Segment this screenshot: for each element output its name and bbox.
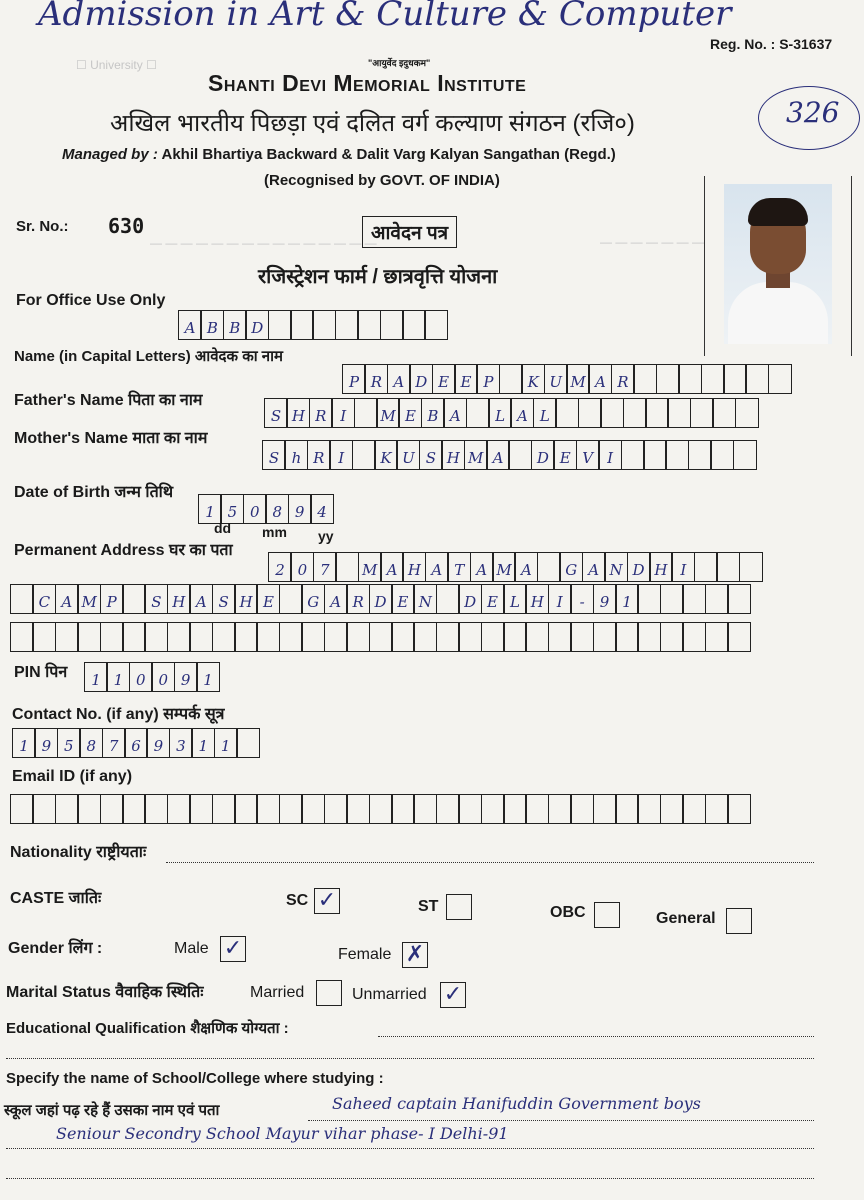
char-box[interactable]: D (369, 584, 393, 614)
char-box[interactable] (508, 440, 532, 470)
char-box[interactable]: M (464, 440, 488, 470)
char-box[interactable]: R (307, 440, 331, 470)
char-box[interactable] (352, 440, 376, 470)
gender-option-male: Male (174, 940, 209, 957)
char-box[interactable] (727, 622, 751, 652)
char-box[interactable]: 0 (243, 494, 267, 524)
char-box[interactable] (633, 364, 657, 394)
char-box[interactable] (710, 440, 734, 470)
applicant-photo (724, 184, 832, 344)
char-box[interactable] (167, 622, 191, 652)
char-box[interactable] (623, 398, 647, 428)
handwritten-title: Admission in Art & Culture & Computer (38, 0, 732, 34)
char-box[interactable]: 9 (593, 584, 617, 614)
char-box[interactable]: 3 (169, 728, 193, 758)
char-box[interactable] (346, 794, 370, 824)
char-box[interactable] (100, 622, 124, 652)
char-box[interactable] (144, 794, 168, 824)
char-box[interactable] (682, 622, 706, 652)
char-box[interactable] (690, 398, 714, 428)
char-box[interactable] (637, 584, 661, 614)
char-box[interactable]: 1 (198, 494, 222, 524)
char-box[interactable] (369, 622, 393, 652)
char-box[interactable]: G (301, 584, 325, 614)
char-box[interactable]: H (167, 584, 191, 614)
marital-option-unmarried: Unmarried (352, 986, 427, 1003)
char-box[interactable] (481, 622, 505, 652)
char-box[interactable]: L (488, 398, 512, 428)
char-box[interactable]: K (374, 440, 398, 470)
char-box[interactable] (678, 364, 702, 394)
char-box[interactable] (645, 398, 669, 428)
char-box[interactable] (615, 622, 639, 652)
char-box[interactable] (578, 398, 602, 428)
char-box[interactable] (525, 622, 549, 652)
char-box[interactable]: C (32, 584, 56, 614)
char-box[interactable] (727, 584, 751, 614)
hindi-institute-name: अखिल भारतीय पिछड़ा एवं दलित वर्ग कल्याण संगठन (रजि०) (110, 110, 635, 137)
char-box[interactable] (369, 794, 393, 824)
gender-option-female: Female (338, 946, 392, 963)
char-box[interactable] (660, 584, 684, 614)
char-box[interactable]: 7 (313, 552, 337, 582)
char-box[interactable] (436, 622, 460, 652)
char-box[interactable]: T (447, 552, 471, 582)
char-box[interactable] (705, 584, 729, 614)
marital-unmarried-checkbox[interactable]: ✓ (440, 982, 466, 1008)
char-box[interactable] (643, 440, 667, 470)
char-box[interactable]: A (380, 552, 404, 582)
char-box[interactable] (665, 440, 689, 470)
char-box[interactable]: E (481, 584, 505, 614)
char-box[interactable]: B (200, 310, 224, 340)
char-box[interactable]: 0 (290, 552, 314, 582)
char-box[interactable]: E (454, 364, 478, 394)
father-name-boxes[interactable] (264, 398, 757, 428)
school-underline-3[interactable] (6, 1178, 814, 1179)
managed-by-line (62, 146, 616, 163)
char-box[interactable]: D (409, 364, 433, 394)
char-box[interactable]: E (391, 584, 415, 614)
sr-number-value: 630 (108, 214, 145, 238)
caste-st-checkbox[interactable] (446, 894, 472, 920)
char-box[interactable] (621, 440, 645, 470)
char-box[interactable] (55, 794, 79, 824)
char-box[interactable] (537, 552, 561, 582)
char-box[interactable]: S (144, 584, 168, 614)
char-box[interactable] (10, 622, 34, 652)
char-box[interactable]: D (627, 552, 651, 582)
char-box[interactable] (525, 794, 549, 824)
char-box[interactable]: A (443, 398, 467, 428)
char-box[interactable] (436, 794, 460, 824)
char-box[interactable] (735, 398, 759, 428)
pin-label: PIN पिन (14, 664, 68, 681)
char-box[interactable] (600, 398, 624, 428)
char-box[interactable] (701, 364, 725, 394)
managed-by-text: Akhil Bhartiya Backward & Dalit Varg Kalyan Sangathan (Regd.) (161, 146, 616, 163)
mother-name-label: Mother's Name माता का नाम (14, 430, 208, 447)
marital-option-married: Married (250, 984, 305, 1001)
office-use-label: For Office Use Only (16, 292, 166, 309)
char-box[interactable] (548, 622, 572, 652)
char-box[interactable]: 9 (288, 494, 312, 524)
char-box[interactable] (768, 364, 792, 394)
char-box[interactable]: 0 (151, 662, 175, 692)
char-box[interactable]: 8 (79, 728, 103, 758)
stamp-number: 326 (786, 96, 840, 129)
char-box[interactable] (301, 794, 325, 824)
char-box[interactable]: 9 (34, 728, 58, 758)
char-box[interactable]: D (245, 310, 269, 340)
education-line[interactable] (378, 1036, 814, 1037)
caste-obc-checkbox[interactable] (594, 902, 620, 928)
sr-number-label: Sr. No.: (16, 218, 69, 235)
char-box[interactable] (324, 622, 348, 652)
char-box[interactable]: 1 (191, 728, 215, 758)
char-box[interactable] (212, 794, 236, 824)
char-box[interactable]: H (286, 398, 310, 428)
char-box[interactable]: N (604, 552, 628, 582)
gender-label: Gender लिंग : (8, 940, 103, 957)
char-box[interactable] (234, 794, 258, 824)
char-box[interactable]: 4 (310, 494, 334, 524)
char-box[interactable] (739, 552, 763, 582)
address-line-1-boxes[interactable] (268, 552, 761, 582)
char-box[interactable] (32, 794, 56, 824)
char-box[interactable] (279, 622, 303, 652)
contact-boxes[interactable] (12, 728, 258, 758)
name-boxes[interactable] (342, 364, 790, 394)
char-box[interactable]: R (611, 364, 635, 394)
char-box[interactable] (570, 622, 594, 652)
char-box[interactable]: 1 (106, 662, 130, 692)
char-box[interactable]: 9 (146, 728, 170, 758)
char-box[interactable]: P (476, 364, 500, 394)
caste-sc-checkbox[interactable]: ✓ (314, 888, 340, 914)
char-box[interactable] (212, 622, 236, 652)
char-box[interactable]: 1 (615, 584, 639, 614)
char-box[interactable]: M (358, 552, 382, 582)
reg-number: Reg. No. : S-31637 (710, 36, 833, 52)
char-box[interactable]: M (77, 584, 101, 614)
char-box[interactable]: A (425, 552, 449, 582)
char-box[interactable]: 8 (265, 494, 289, 524)
char-box[interactable] (290, 310, 314, 340)
char-box[interactable] (301, 622, 325, 652)
char-box[interactable]: B (223, 310, 247, 340)
char-box[interactable]: A (582, 552, 606, 582)
email-label: Email ID (if any) (12, 768, 133, 785)
school-label: Specify the name of School/College where studying : (6, 1070, 384, 1087)
char-box[interactable] (548, 794, 572, 824)
char-box[interactable]: 6 (124, 728, 148, 758)
char-box[interactable]: M (492, 552, 516, 582)
char-box[interactable] (682, 584, 706, 614)
char-box[interactable] (357, 310, 381, 340)
char-box[interactable]: A (178, 310, 202, 340)
char-box[interactable] (593, 794, 617, 824)
char-box[interactable] (458, 794, 482, 824)
char-box[interactable]: A (588, 364, 612, 394)
char-box[interactable] (499, 364, 523, 394)
char-box[interactable] (236, 728, 260, 758)
char-box[interactable]: 5 (57, 728, 81, 758)
address-label: Permanent Address घर का पता (14, 542, 233, 559)
char-box[interactable]: N (413, 584, 437, 614)
char-box[interactable] (705, 622, 729, 652)
char-box[interactable]: H (649, 552, 673, 582)
name-label: Name (in Capital Letters) आवेदक का नाम (14, 348, 283, 365)
char-box[interactable]: B (421, 398, 445, 428)
char-box[interactable]: A (470, 552, 494, 582)
char-box[interactable] (312, 310, 336, 340)
char-box[interactable]: 0 (129, 662, 153, 692)
address-line-3-boxes[interactable] (10, 622, 749, 652)
char-box[interactable] (234, 622, 258, 652)
gender-female-checkbox[interactable]: ✗ (402, 942, 428, 968)
caste-option-obc: OBC (550, 904, 586, 921)
char-box[interactable] (723, 364, 747, 394)
char-box[interactable]: 1 (196, 662, 220, 692)
caste-option-st: ST (418, 898, 439, 915)
char-box[interactable]: I (548, 584, 572, 614)
char-box[interactable] (122, 584, 146, 614)
char-box[interactable]: H (234, 584, 258, 614)
char-box[interactable]: S (212, 584, 236, 614)
caste-option-general: General (656, 910, 716, 927)
char-box[interactable] (122, 622, 146, 652)
char-box[interactable]: 5 (220, 494, 244, 524)
char-box[interactable] (144, 622, 168, 652)
char-box[interactable]: R (309, 398, 333, 428)
char-box[interactable] (324, 794, 348, 824)
char-box[interactable] (256, 794, 280, 824)
pin-boxes[interactable] (84, 662, 218, 692)
char-box[interactable]: R (364, 364, 388, 394)
char-box[interactable]: 1 (214, 728, 238, 758)
char-box[interactable] (189, 622, 213, 652)
bleed-through-text: ☐ University ☐ (76, 58, 157, 72)
dob-label: Date of Birth जन्म तिथि (14, 484, 174, 501)
char-box[interactable]: I (598, 440, 622, 470)
char-box[interactable] (660, 794, 684, 824)
char-box[interactable] (268, 310, 292, 340)
char-box[interactable]: h (284, 440, 308, 470)
managed-by-label: Managed by : (62, 146, 158, 163)
char-box[interactable]: I (329, 440, 353, 470)
char-box[interactable] (716, 552, 740, 582)
char-box[interactable]: 2 (268, 552, 292, 582)
char-box[interactable]: 1 (12, 728, 36, 758)
education-label: Educational Qualification शैक्षणिक योग्यता : (6, 1020, 289, 1037)
char-box[interactable]: S (262, 440, 286, 470)
school-underline-1[interactable] (308, 1120, 814, 1121)
char-box[interactable]: K (521, 364, 545, 394)
application-form-title: आवेदन पत्र (362, 216, 457, 248)
char-box[interactable]: H (441, 440, 465, 470)
char-box[interactable]: M (376, 398, 400, 428)
char-box[interactable] (727, 794, 751, 824)
char-box[interactable]: D (531, 440, 555, 470)
char-box[interactable] (570, 794, 594, 824)
registration-title: रजिस्ट्रेशन फार्म / छात्रवृत्ति योजना (258, 266, 498, 288)
char-box[interactable]: L (503, 584, 527, 614)
char-box[interactable] (380, 310, 404, 340)
char-box[interactable] (256, 622, 280, 652)
char-box[interactable] (745, 364, 769, 394)
char-box[interactable] (10, 794, 34, 824)
char-box[interactable]: 7 (102, 728, 126, 758)
char-box[interactable]: E (398, 398, 422, 428)
char-box[interactable]: U (396, 440, 420, 470)
address-line-2-boxes[interactable] (10, 584, 749, 614)
char-box[interactable] (346, 622, 370, 652)
char-box[interactable]: D (458, 584, 482, 614)
char-box[interactable] (688, 440, 712, 470)
nationality-line[interactable] (166, 862, 814, 863)
char-box[interactable] (413, 622, 437, 652)
char-box[interactable] (503, 622, 527, 652)
school-underline-2[interactable] (6, 1148, 814, 1149)
char-box[interactable] (279, 794, 303, 824)
mother-name-boxes[interactable] (262, 440, 755, 470)
char-box[interactable]: G (559, 552, 583, 582)
caste-label: CASTE जातिः (10, 890, 102, 907)
caste-general-checkbox[interactable] (726, 908, 752, 934)
recognition-text: (Recognised by GOVT. OF INDIA) (264, 172, 500, 189)
char-box[interactable]: L (533, 398, 557, 428)
char-box[interactable] (354, 398, 378, 428)
char-box[interactable] (503, 794, 527, 824)
char-box[interactable] (682, 794, 706, 824)
char-box[interactable]: E (432, 364, 456, 394)
char-box[interactable]: M (566, 364, 590, 394)
char-box[interactable]: A (486, 440, 510, 470)
char-box[interactable] (733, 440, 757, 470)
char-box[interactable]: A (510, 398, 534, 428)
char-box[interactable] (660, 622, 684, 652)
char-box[interactable]: S (419, 440, 443, 470)
char-box[interactable] (694, 552, 718, 582)
char-box[interactable]: E (256, 584, 280, 614)
dob-month-hint: mm (262, 524, 287, 540)
email-boxes[interactable] (10, 794, 749, 824)
char-box[interactable]: - (570, 584, 594, 614)
char-box[interactable] (705, 794, 729, 824)
char-box[interactable] (481, 794, 505, 824)
char-box[interactable]: 1 (84, 662, 108, 692)
char-box[interactable] (656, 364, 680, 394)
char-box[interactable] (391, 794, 415, 824)
char-box[interactable]: S (264, 398, 288, 428)
char-box[interactable] (32, 622, 56, 652)
motto: "आयुर्वेद इदुधकम" (368, 58, 431, 68)
nationality-label: Nationality राष्ट्रीयताः (10, 844, 147, 861)
school-label-hindi: स्कूल जहां पढ़ रहे हैं उसका नाम एवं पता (4, 1102, 220, 1119)
char-box[interactable]: A (55, 584, 79, 614)
char-box[interactable]: I (331, 398, 355, 428)
char-box[interactable] (55, 622, 79, 652)
char-box[interactable] (335, 552, 359, 582)
char-box[interactable]: R (346, 584, 370, 614)
char-box[interactable] (100, 794, 124, 824)
char-box[interactable] (77, 794, 101, 824)
gender-male-checkbox[interactable]: ✓ (220, 936, 246, 962)
bleed-through-text: — — — — — — — (600, 235, 705, 249)
char-box[interactable] (77, 622, 101, 652)
char-box[interactable] (391, 622, 415, 652)
char-box[interactable] (335, 310, 359, 340)
char-box[interactable] (712, 398, 736, 428)
char-box[interactable] (637, 794, 661, 824)
char-box[interactable] (436, 584, 460, 614)
father-name-label: Father's Name पिता का नाम (14, 392, 203, 409)
char-box[interactable]: I (671, 552, 695, 582)
char-box[interactable] (593, 622, 617, 652)
char-box[interactable]: A (189, 584, 213, 614)
char-box[interactable] (458, 622, 482, 652)
caste-option-sc: SC (286, 892, 309, 909)
school-line-1: Saheed captain Hanifuddin Government boys (332, 1094, 701, 1113)
char-box[interactable] (10, 584, 34, 614)
dob-day-hint: dd (214, 520, 232, 536)
char-box[interactable]: E (553, 440, 577, 470)
char-box[interactable]: A (514, 552, 538, 582)
char-box[interactable]: 9 (174, 662, 198, 692)
char-box[interactable]: H (402, 552, 426, 582)
contact-label: Contact No. (if any) सम्पर्क सूत्र (12, 706, 225, 723)
char-box[interactable] (413, 794, 437, 824)
char-box[interactable] (555, 398, 579, 428)
education-line-2[interactable] (6, 1058, 814, 1059)
char-box[interactable] (466, 398, 490, 428)
char-box[interactable] (122, 794, 146, 824)
char-box[interactable]: H (525, 584, 549, 614)
school-line-2: Seniour Secondry School Mayur vihar phase- I Delhi-91 (56, 1124, 509, 1143)
dob-year-hint: yy (318, 528, 334, 544)
char-box[interactable]: P (342, 364, 366, 394)
marital-married-checkbox[interactable] (316, 980, 342, 1006)
char-box[interactable] (279, 584, 303, 614)
char-box[interactable]: A (324, 584, 348, 614)
char-box[interactable]: P (100, 584, 124, 614)
char-box[interactable]: U (544, 364, 568, 394)
char-box[interactable] (402, 310, 426, 340)
char-box[interactable] (667, 398, 691, 428)
institute-name: Shanti Devi Memorial Institute (208, 70, 527, 96)
bleed-through-text: — — — — — — — — — — — — — — — (150, 236, 377, 250)
char-box[interactable] (615, 794, 639, 824)
marital-status-label: Marital Status वैवाहिक स्थितिः (6, 984, 204, 1001)
char-box[interactable]: A (387, 364, 411, 394)
office-code-boxes[interactable] (178, 310, 447, 340)
char-box[interactable] (189, 794, 213, 824)
char-box[interactable] (167, 794, 191, 824)
char-box[interactable] (637, 622, 661, 652)
char-box[interactable]: V (576, 440, 600, 470)
char-box[interactable] (424, 310, 448, 340)
